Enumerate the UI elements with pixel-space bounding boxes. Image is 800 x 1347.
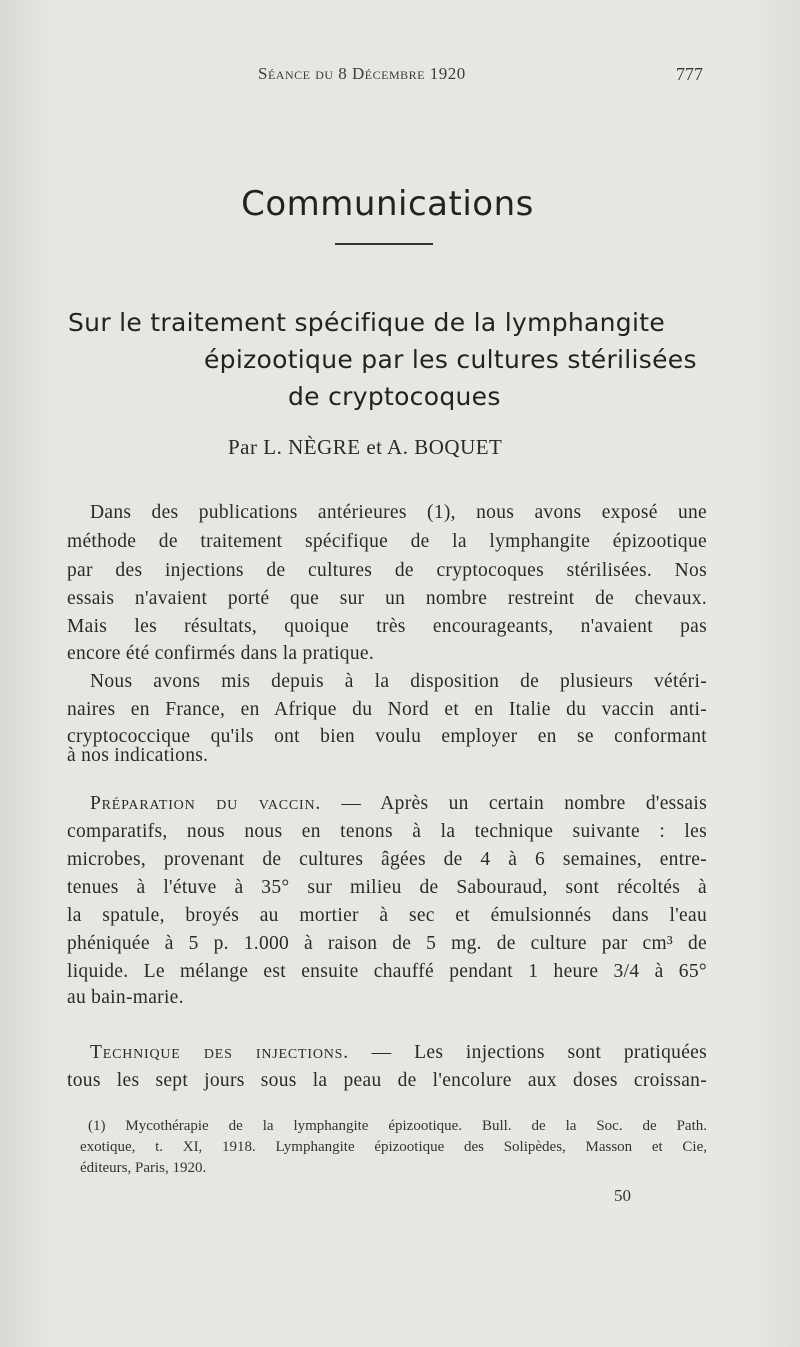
body-line: à nos indications. [67, 745, 209, 766]
footnote-line: exotique, t. XI, 1918. Lymphangite épizootique des Solipèdes, Masson et Cie, [80, 1139, 707, 1155]
section-title: Communications [241, 184, 534, 224]
body-line: Mais les résultats, quoique très encourageants, n'avaient pas [67, 616, 707, 637]
footnote-line: éditeurs, Paris, 1920. [80, 1160, 207, 1176]
paragraph-heading: Technique des injections. [90, 1042, 349, 1063]
body-line: microbes, provenant de cultures âgées de 4 à 6 semaines, entre- [67, 849, 707, 870]
body-line: cryptococcique qu'ils ont bien voulu employer en se conformant [67, 726, 707, 747]
paragraph-heading-rest: — Les injections sont pratiquées [371, 1042, 707, 1063]
body-line: Dans des publications antérieures (1), nous avons exposé une [90, 502, 707, 523]
body-line: Nous avons mis depuis à la disposition de plusieurs vétéri- [90, 671, 707, 692]
body-line: comparatifs, nous nous en tenons à la technique suivante : les [67, 821, 707, 842]
running-head-title: Séance du 8 Décembre 1920 [258, 64, 466, 83]
article-title-line: Sur le traitement spécifique de la lymphangite [68, 308, 666, 337]
signature-mark: 50 [614, 1186, 631, 1205]
paragraph-heading-rest: — Après un certain nombre d'essais [341, 793, 707, 814]
body-line [90, 1040, 707, 1066]
article-title-line: épizootique par les cultures stérilisées [204, 345, 697, 374]
title-rule [335, 243, 433, 245]
body-line: tous les sept jours sous la peau de l'encolure aux doses croissan- [67, 1070, 707, 1091]
body-line: naires en France, en Afrique du Nord et en Italie du vaccin anti- [67, 699, 707, 720]
article-byline: Par L. NÈGRE et A. BOQUET [228, 435, 503, 459]
footnote-line: (1) Mycothérapie de la lymphangite épizootique. Bull. de la Soc. de Path. [88, 1118, 707, 1134]
body-line: liquide. Le mélange est ensuite chauffé pendant 1 heure 3/4 à 65° [67, 961, 707, 982]
body-line: méthode de traitement spécifique de la lymphangite épizootique [67, 531, 707, 552]
running-head [0, 64, 800, 88]
body-line [90, 791, 707, 817]
paragraph-heading: Préparation du vaccin. [90, 793, 322, 814]
body-line: la spatule, broyés au mortier à sec et émulsionnés dans l'eau [67, 905, 707, 926]
page-number: 777 [676, 64, 703, 84]
body-line: encore été confirmés dans la pratique. [67, 643, 375, 664]
article-title-line: de cryptocoques [288, 382, 501, 411]
body-line: par des injections de cultures de cryptocoques stérilisées. Nos [67, 560, 707, 581]
body-line: au bain-marie. [67, 987, 184, 1008]
body-line: tenues à l'étuve à 35° sur milieu de Sabouraud, sont récoltés à [67, 877, 707, 898]
body-line: phéniquée à 5 p. 1.000 à raison de 5 mg. de culture par cm³ de [67, 933, 707, 954]
body-line: essais n'avaient porté que sur un nombre restreint de chevaux. [67, 588, 707, 609]
